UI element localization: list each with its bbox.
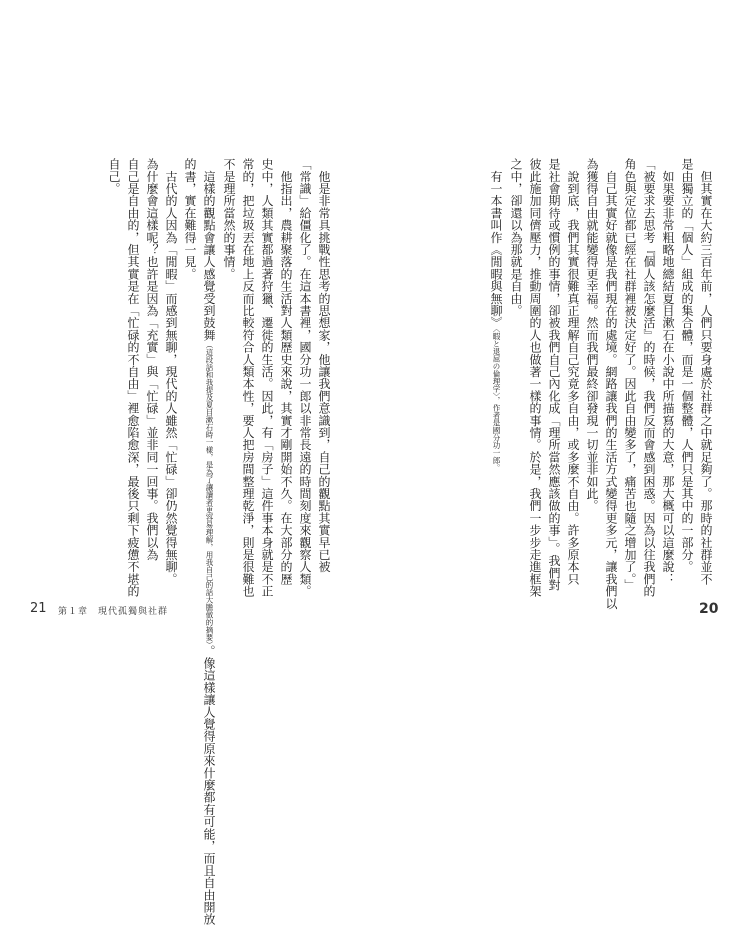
text-line: 角色與定位都已經在社群裡被決定好了。因此自由變多了，痛苦也隨之增加了。」 — [623, 158, 637, 592]
text-line: 自己其實好就像是我們現在的處境。網路讓我們的生活方式變得更多元，讓我們以 — [604, 158, 618, 610]
right-page-body-text — [425, 158, 715, 610]
page-number: 20 — [699, 601, 719, 617]
text-line: 是社會期待或慣例的事情，卻被我們自己內化成「理所當然應該做的事」。我們對 — [547, 158, 561, 592]
text-line: 的書，實在難得一見。 — [183, 158, 197, 280]
text-line: 他指出，農耕聚落的生活對人類歷史來說，其實才剛開始不久。在大部分的歷 — [279, 158, 293, 585]
text-line: 古代的人因為「閒暇」而感到無聊，現代的人雖然「忙碌」卻仍然覺得無聊。 — [164, 158, 178, 585]
text-line: 「常識」給僵化了。在這本書裡，國分功一郎以非常長遠的時間刻度來觀察人類。 — [298, 158, 312, 598]
text-line-with-note — [486, 158, 506, 530]
text-segment: 。像這樣讓人覺得原來什麼都有可能，而且自由開放 — [202, 644, 216, 925]
inline-note: 〈暇と退屈の倫理学〉，作者是國分功一郎。 — [492, 328, 501, 472]
text-segment: 有一本書叫作《閒暇與無聊》 — [489, 158, 503, 329]
text-line: 是由獨立的「個人」組成的集合體，而是一個整體，人們只是其中的一部分。 — [680, 158, 694, 573]
text-line: 之中，卻還以為那就是自由。 — [509, 158, 523, 317]
text-line: 如果要非常粗略地總結夏目漱石在小說中所描寫的大意，那大概可以這麼說： — [661, 158, 675, 585]
text-line: 史中，人類其實都過著狩獵、遷徙的生活。因此，有「房子」這件事本身就是不正 — [260, 158, 274, 598]
page-number: 21 — [30, 601, 47, 616]
text-line: 說到底，我們其實很難真正理解自己究竟多自由，或多麼不自由。許多原本只 — [566, 158, 580, 585]
inline-note: （這段話和我提及夏目漱石時一樣，是為了讓讀者更容易理解，用我自己的話大膽做的摘要） — [205, 341, 214, 645]
running-header: 第１章 現代孤獨與社群 — [58, 607, 169, 617]
text-line: 但其實在大約三百年前，人們只要身處於社群之中就足夠了。那時的社群並不 — [699, 158, 713, 585]
text-line: 不是理所當然的事情。 — [222, 158, 236, 280]
text-line: 他是非常具挑戰性思考的思想家，他讓我們意識到，自己的觀點其實早已被 — [317, 158, 331, 573]
text-line-with-note — [199, 158, 219, 925]
text-line: 自己。 — [107, 158, 121, 195]
text-line: 常的，把垃圾丟在地上反而比較符合人類本性，要人把房間整理乾淨，則是很難也 — [241, 158, 255, 598]
text-line: 為獲得自由就能變得更幸福。然而我們最終卻發現一切並非如此。 — [585, 158, 599, 512]
text-segment: 這樣的觀點會讓人感覺受到鼓舞 — [202, 158, 216, 341]
text-line: 「被要求去思考『個人該怎麼活』的時候，我們反而會感到困惑。因為以往我們的 — [642, 158, 656, 598]
text-line: 彼此施加同儕壓力，推動周圍的人也做著一樣的事情。於是，我們一步步走進框架 — [528, 158, 542, 598]
text-line: 為什麼會這樣呢？也許是因為「充實」與「忙碌」並非同一回事。我們以為 — [145, 158, 159, 561]
text-line: 自己是自由的，但其實是在「忙碌的不自由」裡愈陷愈深，最後只剩下疲憊不堪的 — [126, 158, 140, 598]
right-page — [375, 0, 750, 750]
